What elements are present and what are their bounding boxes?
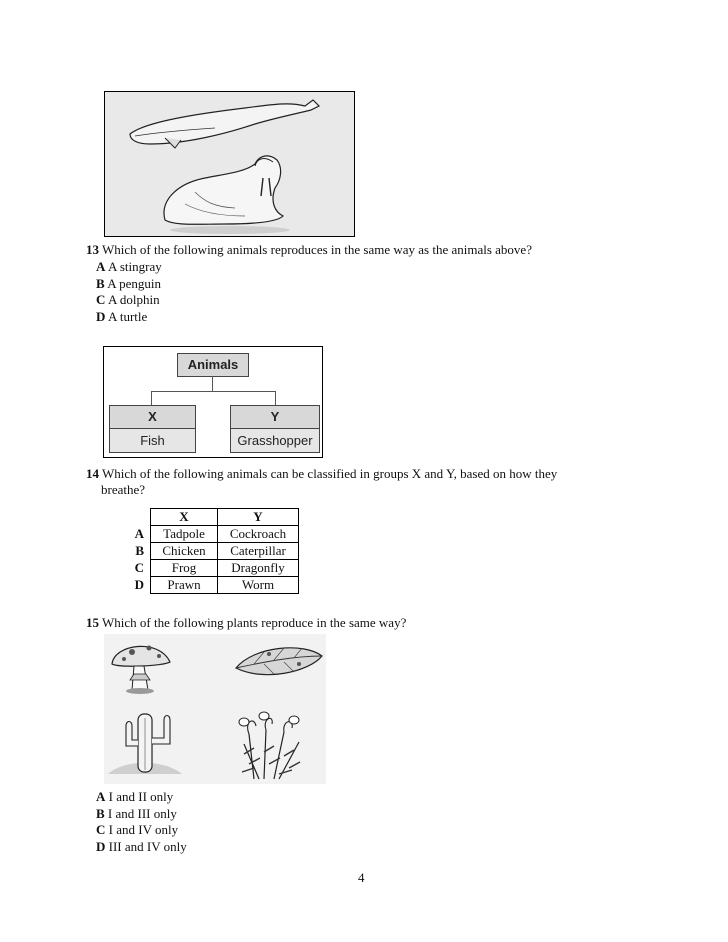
q13-option-d[interactable] (96, 309, 147, 325)
option-letter: C (96, 292, 106, 307)
option-text: A turtle (107, 309, 148, 324)
q13-text: Which of the following animals reproduces in the same way as the animals above? (102, 242, 532, 257)
option-letter: D (96, 839, 106, 854)
diagram-x-label: X (110, 406, 195, 429)
diagram-group-x-box (109, 405, 196, 453)
option-text: A penguin (107, 276, 162, 291)
diagram-y-value: Grasshopper (231, 429, 319, 452)
row-x-value: Frog (151, 560, 218, 577)
option-text: III and IV only (108, 839, 187, 854)
row-letter: B (135, 543, 144, 558)
q15-option-d[interactable] (96, 839, 187, 855)
q13-option-b[interactable] (96, 276, 161, 292)
option-text: A dolphin (107, 292, 160, 307)
row-x-value: Chicken (151, 543, 218, 560)
option-letter: C (96, 822, 106, 837)
q14-answer-table (128, 508, 299, 594)
classification-diagram (103, 346, 323, 458)
diagram-y-label: Y (231, 406, 319, 429)
option-text: I and III only (107, 806, 177, 821)
diagram-root-box: Animals (177, 353, 249, 377)
option-letter: B (96, 806, 105, 821)
table-row[interactable] (128, 526, 299, 543)
option-letter: B (96, 276, 105, 291)
diagram-x-value: Fish (110, 429, 195, 452)
q15-option-c[interactable] (96, 822, 178, 838)
row-letter: D (134, 577, 144, 592)
page-number: 4 (358, 870, 365, 885)
row-y-value: Dragonfly (218, 560, 299, 577)
q15-option-b[interactable] (96, 806, 177, 822)
row-y-value: Cockroach (218, 526, 299, 543)
q14-stem (86, 466, 557, 482)
row-x-value: Prawn (151, 577, 218, 594)
option-letter: A (96, 789, 106, 804)
q15-text: Which of the following plants reproduce in the same way? (102, 615, 407, 630)
option-text: A stingray (107, 259, 162, 274)
whale-walrus-picture (104, 91, 355, 237)
q15-stem (86, 615, 406, 631)
row-x-value: Tadpole (151, 526, 218, 543)
table-header-x: X (151, 509, 218, 526)
table-header-row (128, 509, 299, 526)
plants-picture (104, 634, 326, 784)
table-row[interactable] (128, 543, 299, 560)
table-row[interactable] (128, 560, 299, 577)
q13-number: 13 (86, 242, 99, 257)
row-y-value: Worm (218, 577, 299, 594)
q13-option-a[interactable] (96, 259, 162, 275)
q14-text-line1: Which of the following animals can be classified in groups X and Y, based on how they (102, 466, 558, 481)
row-letter: A (134, 526, 144, 541)
diagram-group-y-box (230, 405, 320, 453)
table-row[interactable] (128, 577, 299, 594)
option-letter: A (96, 259, 106, 274)
option-text: I and II only (108, 789, 174, 804)
q15-number: 15 (86, 615, 99, 630)
option-letter: D (96, 309, 106, 324)
q13-stem (86, 242, 532, 258)
table-header-y: Y (218, 509, 299, 526)
row-letter: C (134, 560, 144, 575)
q15-option-a[interactable] (96, 789, 173, 805)
q14-text-line2: breathe? (101, 482, 146, 497)
option-text: I and IV only (108, 822, 179, 837)
row-y-value: Caterpillar (218, 543, 299, 560)
q14-number: 14 (86, 466, 99, 481)
q13-option-c[interactable] (96, 292, 160, 308)
